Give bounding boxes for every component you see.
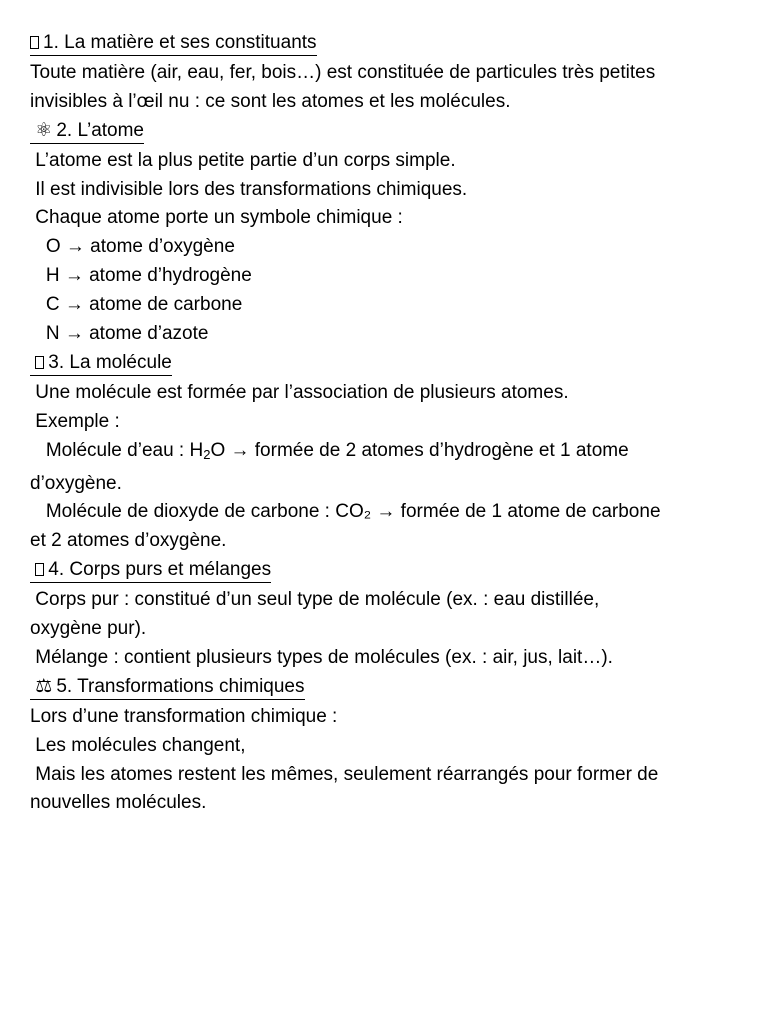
missing-glyph-icon	[35, 356, 44, 369]
section-5-line-3: Mais les atomes restent les mêmes, seulement réarrangés pour former de	[30, 763, 659, 785]
section-2-heading	[30, 119, 144, 144]
section-3-line-2: Exemple :	[30, 410, 120, 432]
section-2-heading-line	[30, 117, 742, 147]
section-5-line-4: nouvelles molécules.	[30, 792, 207, 814]
section-5-heading-text: 5. Transformations chimiques	[56, 675, 305, 697]
section-3-example-2: Molécule de dioxyde de carbone : CO₂ → formée de 1 atome de carbone	[30, 501, 661, 523]
section-2-line-1: L’atome est la plus petite partie d’un corps simple.	[30, 149, 456, 171]
section-2-line-3: Chaque atome porte un symbole chimique :	[30, 207, 403, 229]
subscript-2: 2	[203, 446, 211, 462]
list-item: H → atome d’hydrogène	[30, 265, 252, 287]
section-5-line-2: Les molécules changent,	[30, 734, 246, 756]
document-page	[30, 29, 742, 818]
section-4-line-1: Corps pur : constitué d’un seul type de molécule (ex. : eau distillée,	[30, 589, 600, 611]
section-1-paragraph-line-1: Toute matière (air, eau, fer, bois…) est constituée de particules très petites	[30, 61, 656, 83]
section-3-example-1	[30, 437, 742, 470]
list-item: N → atome d’azote	[30, 323, 209, 345]
list-item: C → atome de carbone	[30, 294, 243, 316]
section-5-heading	[30, 675, 305, 700]
section-4-line-3: Mélange : contient plusieurs types de molécules (ex. : air, jus, lait…).	[30, 646, 613, 668]
example-1-start: Molécule d’eau : H	[30, 439, 204, 461]
section-3-heading-text: 3. La molécule	[48, 351, 172, 373]
section-4-heading-text: 4. Corps purs et mélanges	[48, 559, 272, 581]
section-4-heading-line	[30, 556, 742, 586]
section-5-line-1: Lors d’une transformation chimique :	[30, 705, 338, 727]
section-1-heading	[30, 31, 317, 56]
section-2-heading-text: 2. L’atome	[56, 119, 144, 141]
example-1-end: O → formée de 2 atomes d’hydrogène et 1 atome	[210, 439, 629, 461]
section-2-line-2: Il est indivisible lors des transformations chimiques.	[30, 178, 468, 200]
section-3-heading	[30, 351, 172, 376]
section-5-heading-line	[30, 673, 742, 703]
section-3-heading-line	[30, 349, 742, 379]
section-4-heading	[30, 558, 271, 583]
section-1-heading-line	[30, 29, 742, 59]
section-3-example-1-continued: d’oxygène.	[30, 472, 122, 494]
section-4-line-2: oxygène pur).	[30, 618, 147, 640]
section-1-paragraph-line-2: invisibles à l’œil nu : ce sont les atomes et les molécules.	[30, 90, 511, 112]
section-3-example-2-continued: et 2 atomes d’oxygène.	[30, 530, 227, 552]
missing-glyph-icon	[35, 563, 44, 576]
section-1-heading-text: 1. La matière et ses constituants	[43, 32, 317, 53]
atom-icon: ⚛	[35, 119, 53, 141]
balance-scale-icon: ⚖	[35, 675, 53, 697]
missing-glyph-icon	[30, 36, 39, 49]
list-item: O → atome d’oxygène	[30, 236, 235, 258]
section-3-line-1: Une molécule est formée par l’association de plusieurs atomes.	[30, 381, 569, 403]
